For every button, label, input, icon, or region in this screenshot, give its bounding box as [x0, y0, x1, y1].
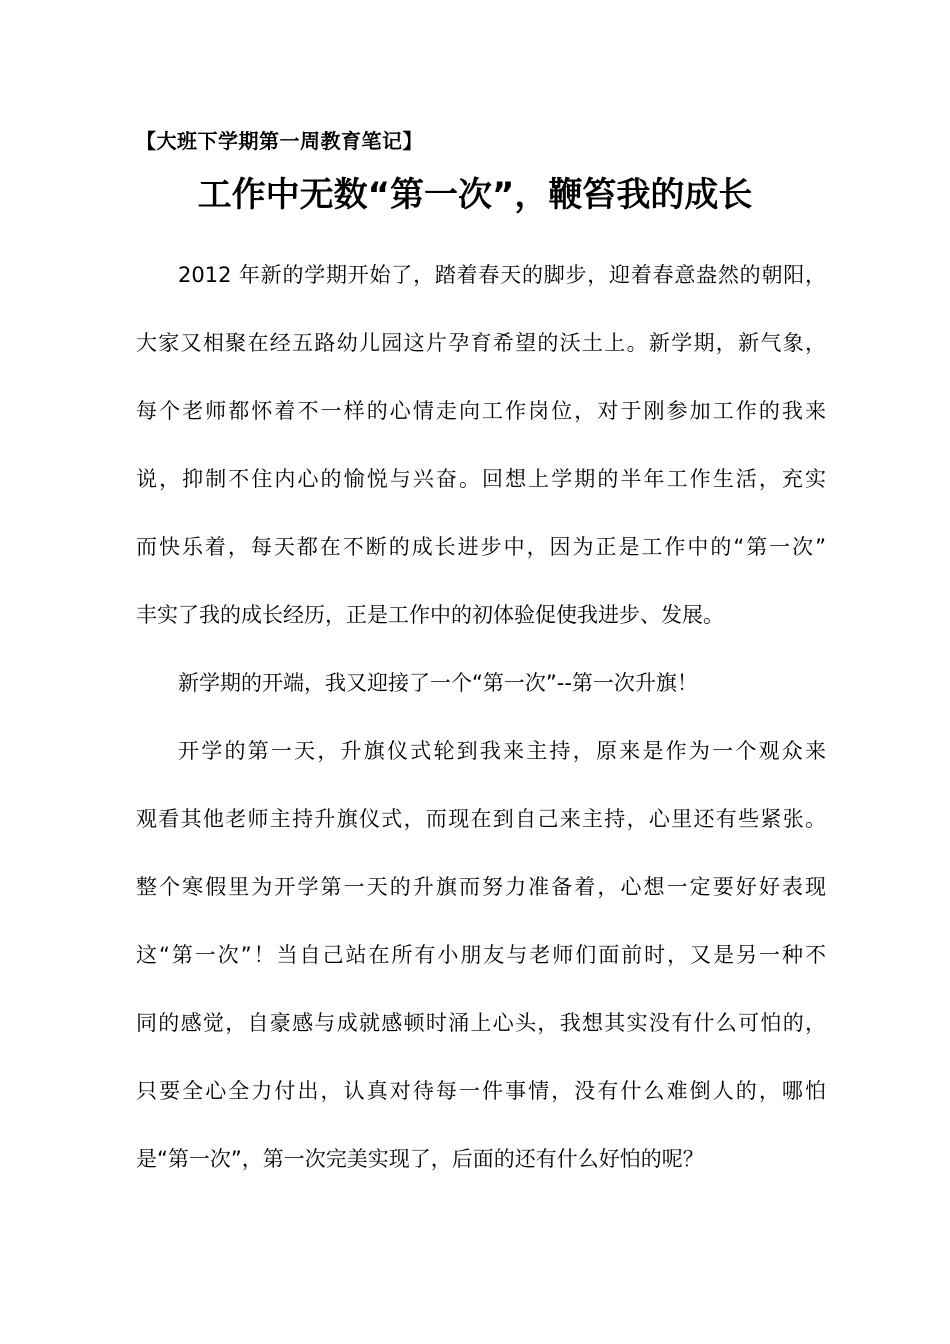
paragraph-1-line-6: 丰实了我的成长经历，正是工作中的初体验促使我进步、发展。: [136, 603, 724, 627]
paragraph-1-line-2: 大家又相聚在经五路幼儿园这片孕育希望的沃土上。新学期，新气象，: [136, 331, 826, 355]
paragraph-1-line-1: 2012 年新的学期开始了，踏着春天的脚步，迎着春意盎然的朝阳，: [178, 263, 826, 287]
paragraph-3-line-6: 只要全心全力付出，认真对待每一件事情，没有什么难倒人的，哪怕: [136, 1079, 826, 1103]
paragraph-3-line-3: 整个寒假里为开学第一天的升旗而努力准备着，心想一定要好好表现: [136, 875, 826, 899]
paragraph-1-line-5: 而快乐着，每天都在不断的成长进步中，因为正是工作中的“第一次”: [136, 535, 826, 559]
document-label: 【大班下学期第一周教育笔记】: [136, 129, 423, 153]
paragraph-3-line-7: 是“第一次”，第一次完美实现了，后面的还有什么好怕的呢？: [136, 1147, 704, 1171]
document-title: 工作中无数“第一次”，鞭笞我的成长: [197, 175, 753, 215]
paragraph-3-line-4: 这“第一次”！当自己站在所有小朋友与老师们面前时，又是另一种不: [136, 943, 826, 967]
paragraph-3-line-2: 观看其他老师主持升旗仪式，而现在到自己来主持，心里还有些紧张。: [136, 807, 826, 831]
paragraph-3-line-5: 同的感觉，自豪感与成就感顿时涌上心头，我想其实没有什么可怕的，: [136, 1011, 826, 1035]
paragraph-3-line-1: 开学的第一天，升旗仪式轮到我来主持，原来是作为一个观众来: [178, 739, 826, 763]
paragraph-2-line-1: 新学期的开端，我又迎接了一个“第一次”--第一次升旗！: [178, 671, 698, 695]
paragraph-1-line-3: 每个老师都怀着不一样的心情走向工作岗位，对于刚参加工作的我来: [136, 399, 826, 423]
paragraph-1-line-4: 说，抑制不住内心的愉悦与兴奋。回想上学期的半年工作生活，充实: [136, 467, 826, 491]
